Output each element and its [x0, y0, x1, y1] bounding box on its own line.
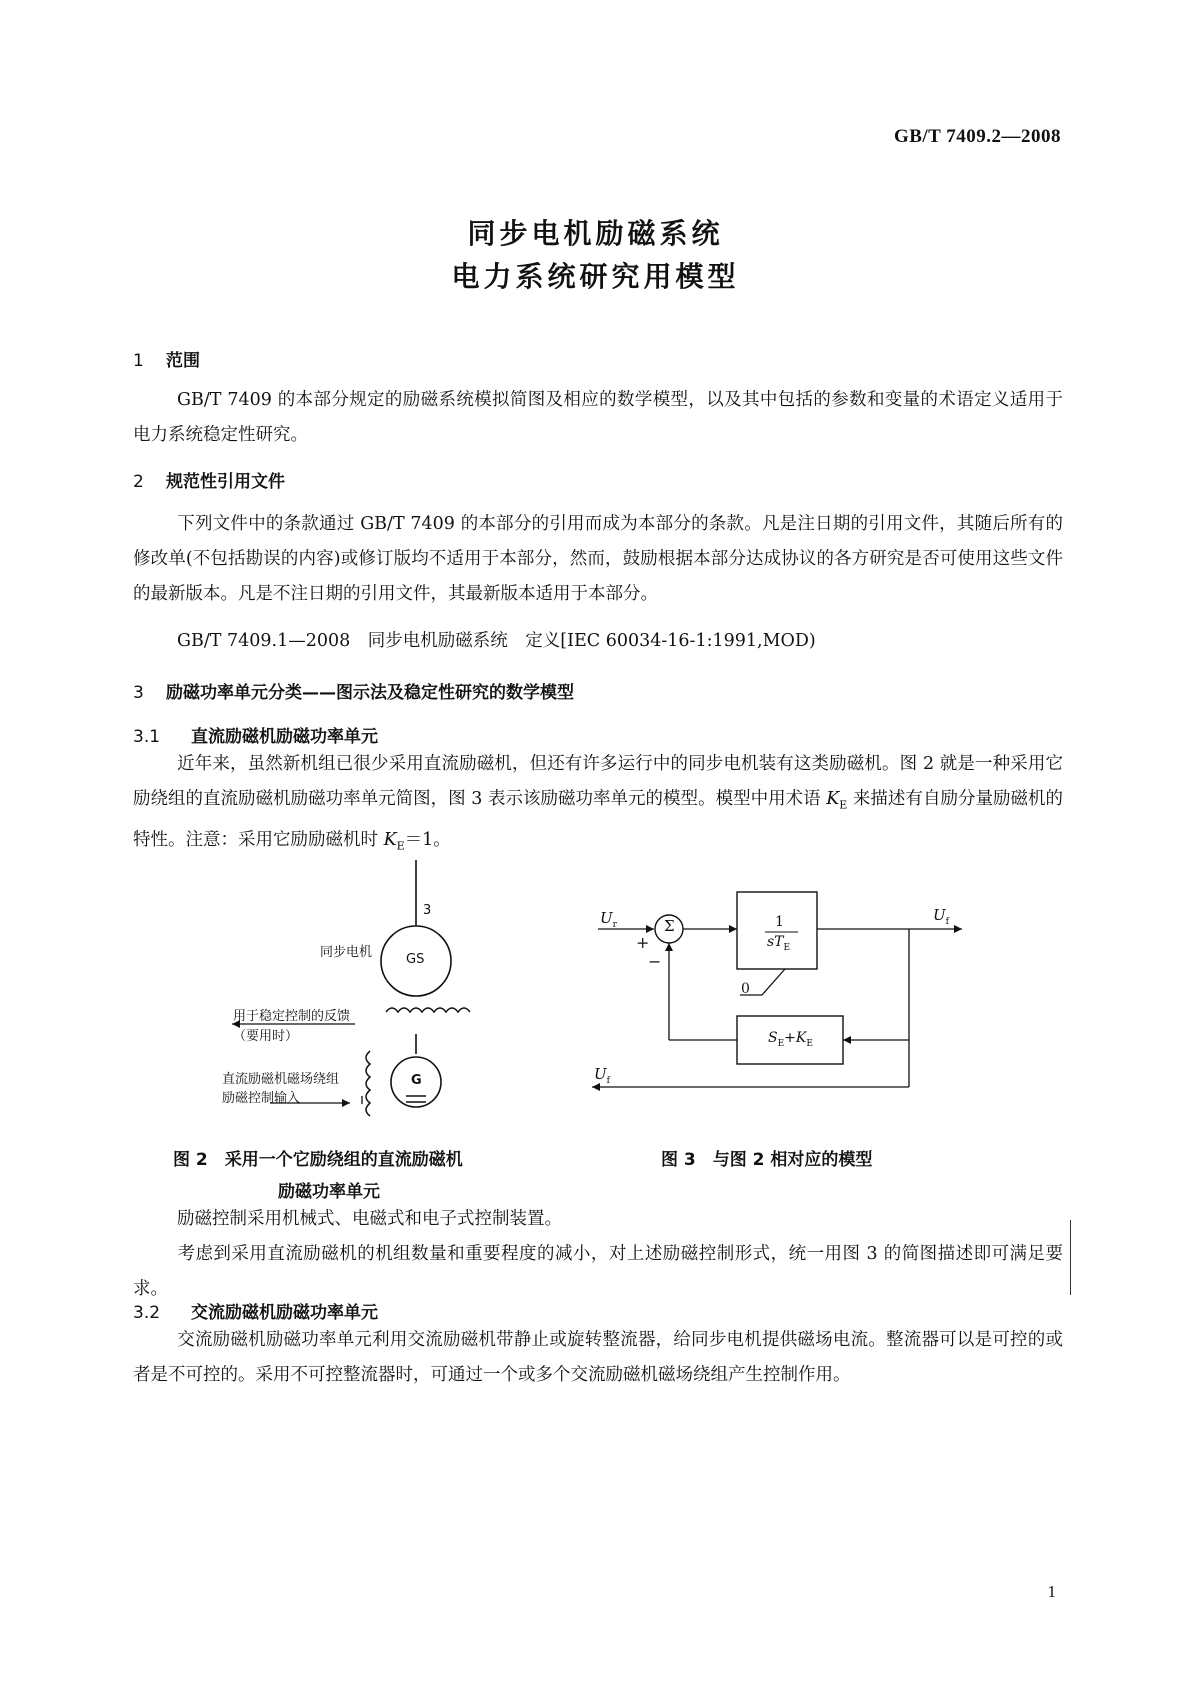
control-input-arrow	[342, 1099, 350, 1107]
section-3-1-heading	[133, 722, 378, 747]
fig3-bottom-output-label: $U_f$	[594, 1065, 610, 1086]
section-title: 规范性引用文件	[166, 472, 285, 492]
section-3-heading	[133, 678, 574, 703]
section-number: 2	[133, 472, 144, 492]
integrator-block	[737, 892, 817, 969]
fig3-limit-zero: 0	[741, 981, 750, 997]
fig2-label-g: G	[411, 1073, 422, 1088]
section-number: 1	[133, 351, 144, 371]
fig2-caption-line1: 图 2 采用一个它励绕组的直流励磁机	[173, 1150, 463, 1170]
section-1-paragraph: GB/T 7409 的本部分规定的励磁系统模拟简图及相应的数学模型，以及其中包括的参数和变量的术语定义适用于电力系统稳定性研究。	[133, 390, 1063, 445]
section-3-2-heading	[133, 1298, 378, 1323]
ke-symbol: K	[826, 789, 840, 809]
fig3-input-label: $U_r$	[600, 909, 617, 930]
fig2-label-feedback-1: 用于稳定控制的反馈	[233, 1009, 351, 1024]
section-3-2-paragraph: 交流励磁机励磁功率单元利用交流励磁机带静止或旋转整流器，给同步电机提供磁场电流。整流器可以是可控的或者是不可控的。采用不可控整流器时，可通过一个或多个交流励磁机磁场绕组产生控制作用。	[133, 1330, 1063, 1385]
fig3-output-label: $U_f$	[933, 906, 949, 927]
fig2-label-sync: 同步电机	[320, 945, 373, 960]
page-number: 1	[1047, 1582, 1056, 1601]
control-summary-paragraph: 考虑到采用直流励磁机的机组数量和重要程度的减小，对上述励磁控制形式，统一用图 3 的简图描述即可满足要求。	[133, 1244, 1063, 1299]
control-paragraph: 励磁控制采用机械式、电磁式和电子式控制装置。	[177, 1209, 562, 1229]
fig2-label-field-1: 直流励磁机磁场绕组	[222, 1072, 340, 1087]
section-2-paragraph: 下列文件中的条款通过 GB/T 7409 的本部分的引用而成为本部分的条款。凡是注日期的引用文件，其随后所有的修改单(不包括勘误的内容)或修订版均不适用于本部分，然而，鼓励根据本部分达成协议的各方研究是否可使用这些文件的最新版本。凡是不注日期的引用文件，其最新版本适用于本部分。	[133, 514, 1063, 604]
document-title-line1: 同步电机励磁系统	[467, 217, 724, 250]
section-title: 交流励磁机励磁功率单元	[191, 1303, 378, 1323]
fig3-tf-numerator: 1	[775, 914, 784, 930]
fig3-minus-sign: −	[648, 952, 662, 971]
fig2-label-3: 3	[423, 903, 432, 918]
exciter-field-winding	[366, 1051, 370, 1116]
section-title: 范围	[166, 351, 200, 371]
section-number: 3	[133, 683, 144, 703]
section-1-heading	[133, 346, 200, 371]
fig3-tf-denominator: $sT_E$	[767, 934, 791, 953]
section-title: 励磁功率单元分类——图示法及稳定性研究的数学模型	[166, 683, 574, 703]
section-title: 直流励磁机励磁功率单元	[191, 727, 378, 747]
normative-reference: GB/T 7409.1—2008 同步电机励磁系统 定义[IEC 60034-16-1:1991,MOD)	[177, 631, 816, 651]
section-number: 3.1	[133, 727, 161, 747]
field-coil	[386, 1008, 470, 1012]
standard-code: GB/T 7409.2—2008	[893, 126, 1061, 147]
fig3-feedback-label: $S_E+K_E$	[768, 1030, 813, 1049]
fig2-caption-line2: 励磁功率单元	[278, 1182, 380, 1202]
fig3-caption: 图 3 与图 2 相对应的模型	[661, 1150, 873, 1170]
change-bar	[1070, 1220, 1071, 1295]
fig2-label-feedback-2: （要用时）	[233, 1029, 299, 1044]
fig2-label-gs: GS	[406, 952, 425, 967]
fig3-plus-sign: +	[636, 933, 650, 952]
section-number: 3.2	[133, 1303, 161, 1323]
fig3-sum-symbol: Σ	[664, 917, 675, 935]
fig2-label-field-2: 励磁控制输入	[222, 1091, 301, 1106]
section-2-heading	[133, 467, 285, 492]
document-title-line2: 电力系统研究用模型	[451, 260, 740, 293]
figure-3-block-diagram	[580, 880, 980, 1100]
section-3-1-paragraph: 近年来，虽然新机组已很少采用直流励磁机，但还有许多运行中的同步电机装有这类励磁机。图 2 就是一种采用它励绕组的直流励磁机励磁功率单元简图，图 3 表示该励磁功率单元的模型。模型中用术语 $K_E$ 来描述有自励分量励磁机的特性。注意：采用它励励磁机时 $K_E=1$。	[133, 754, 1064, 852]
